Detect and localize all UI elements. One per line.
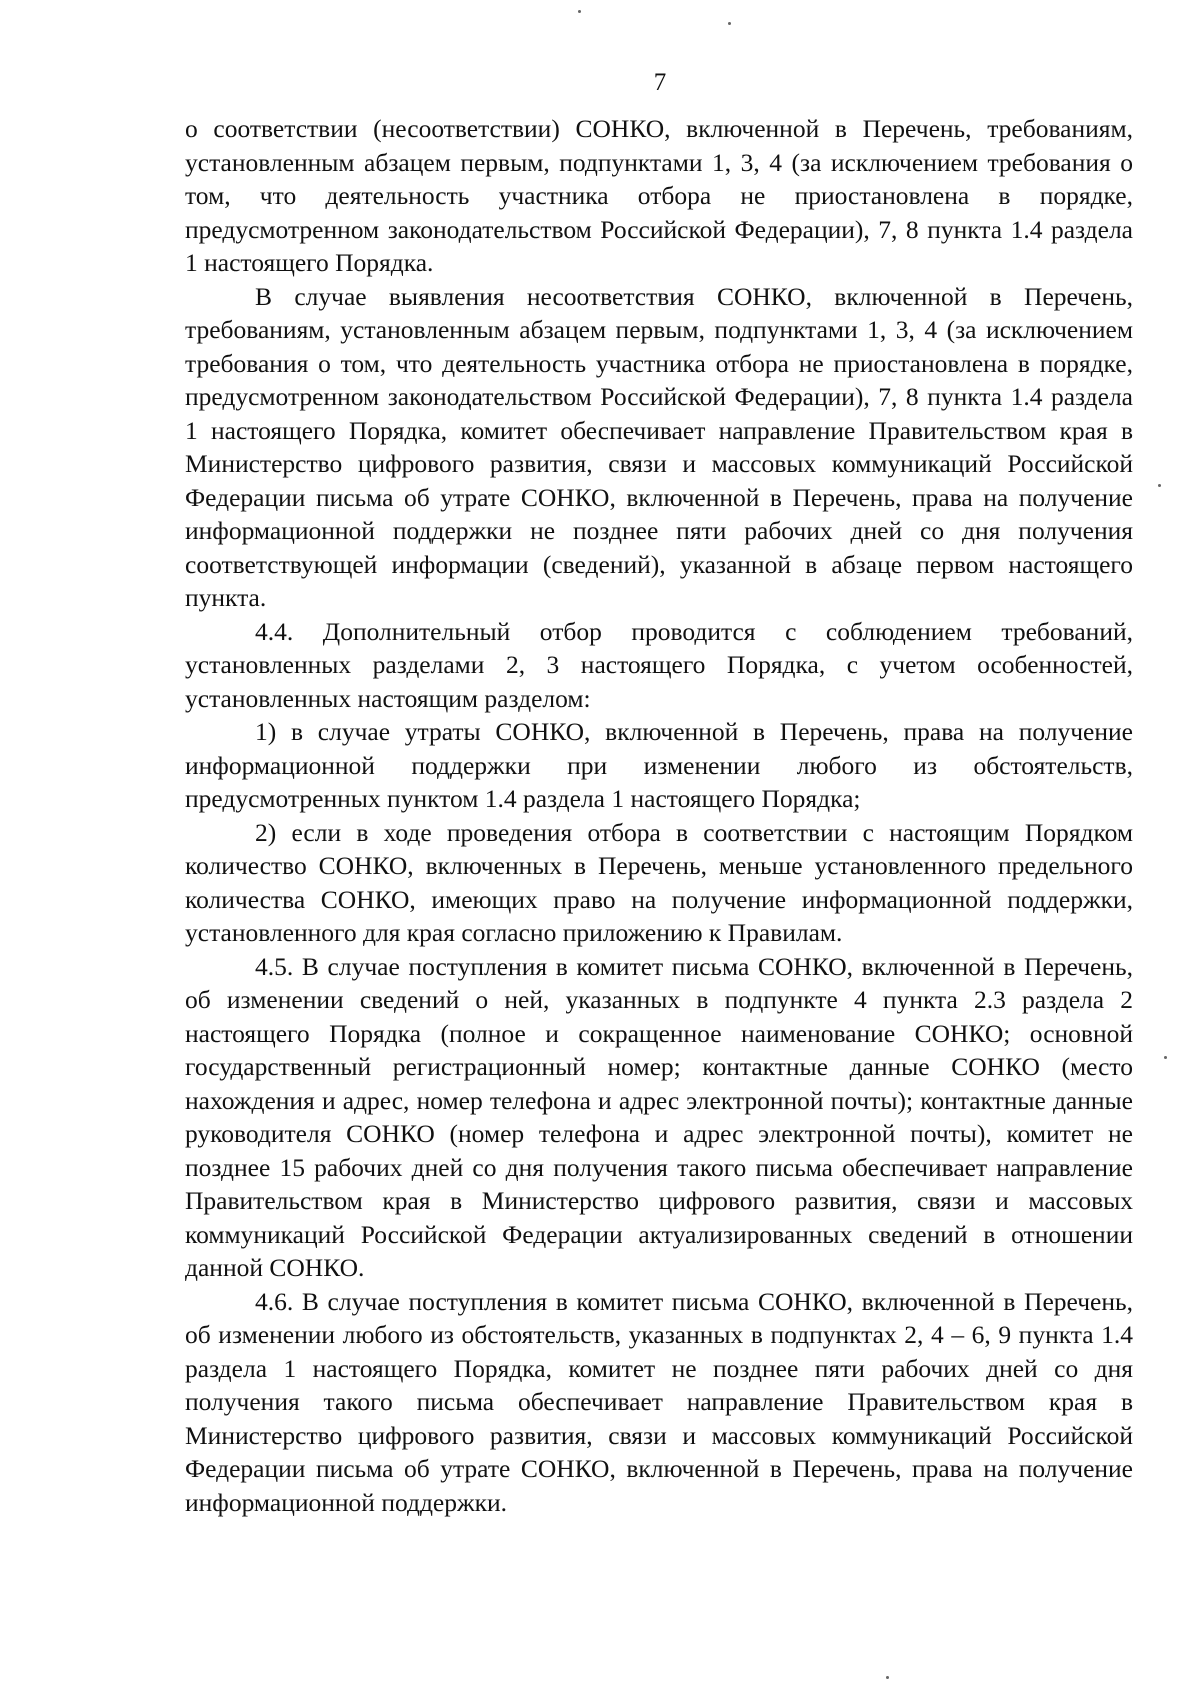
list-item-1: 1) в случае утраты СОНКО, включенной в Перечень, права на получение информационной поддержки при изменении любого из обстоятельств, предусмотренных пунктом 1.4 раздела 1 настоящего Порядка;	[185, 717, 1133, 813]
paragraph-4-5: 4.5. В случае поступления в комитет письма СОНКО, включенной в Перечень, об изменении сведений о ней, указанных в подпункте 4 пункта 2.3 раздела 2 настоящего Порядка (полное и сокращенное наименование СОНКО; основной государственный регистрационный номер; контактные данные СОНКО (место нахождения и адрес, номер телефона и адрес электронной почты); контактные данные руководителя СОНКО (номер телефона и адрес электронной почты), комитет не позднее 15 рабочих дней со дня получения такого письма обеспечивает направление Правительством края в Министерство цифрового развития, связи и массовых коммуникаций Российской Федерации актуализированных сведений в отношении данной СОНКО.	[185, 951, 1133, 1282]
list-item-2: 2) если в ходе проведения отбора в соответствии с настоящим Порядком количество СОНКО, включенных в Перечень, меньше установленного предельного количества СОНКО, имеющих право на получение информационной поддержки, установленного для края согласно приложению к Правилам.	[185, 817, 1133, 947]
paragraph-continuation: о соответствии (несоответствии) СОНКО, включенной в Перечень, требованиям, установленным абзацем первым, подпунктами 1, 3, 4 (за исключением требования о том, что деятельность участника отбора не приостановлена в порядке, предусмотренном законодательством Российской Федерации), 7, 8 пункта 1.4 раздела 1 настоящего Порядка.	[185, 114, 1133, 277]
scan-speck	[886, 1676, 889, 1679]
document-body	[185, 112, 1133, 1519]
paragraph-4-4: 4.4. Дополнительный отбор проводится с соблюдением требований, установленных разделами 2, 3 настоящего Порядка, с учетом особенностей, установленных настоящим разделом:	[185, 616, 1133, 713]
scan-speck	[728, 22, 731, 25]
page-number: 7	[653, 69, 667, 96]
paragraph-noncompliance: В случае выявления несоответствия СОНКО, включенной в Перечень, требованиям, установленным абзацем первым, подпунктами 1, 3, 4 (за исключением требования о том, что деятельность участника отбора не приостановлена в порядке, предусмотренном законодательством Российской Федерации), 7, 8 пункта 1.4 раздела 1 настоящего Порядка, комитет обеспечивает направление Правительством края в Министерство цифрового развития, связи и массовых коммуникаций Российской Федерации письма об утрате СОНКО, включенной в Перечень, права на получение информационной поддержки не позднее пяти рабочих дней со дня получения соответствующей информации (сведений), указанной в абзаце первом настоящего пункта.	[185, 281, 1133, 612]
scan-speck	[1164, 1056, 1167, 1059]
paragraph-4-6: 4.6. В случае поступления в комитет письма СОНКО, включенной в Перечень, об изменении любого из обстоятельств, указанных в подпунктах 2, 4 – 6, 9 пункта 1.4 раздела 1 настоящего Порядка, комитет не позднее пяти рабочих дней со дня получения такого письма обеспечивает направление Правительством края в Министерство цифрового развития, связи и массовых коммуникаций Российской Федерации письма об утрате СОНКО, включенной в Перечень, права на получение информационной поддержки.	[185, 1286, 1133, 1517]
scan-speck	[578, 10, 581, 13]
scan-speck	[1158, 484, 1161, 487]
